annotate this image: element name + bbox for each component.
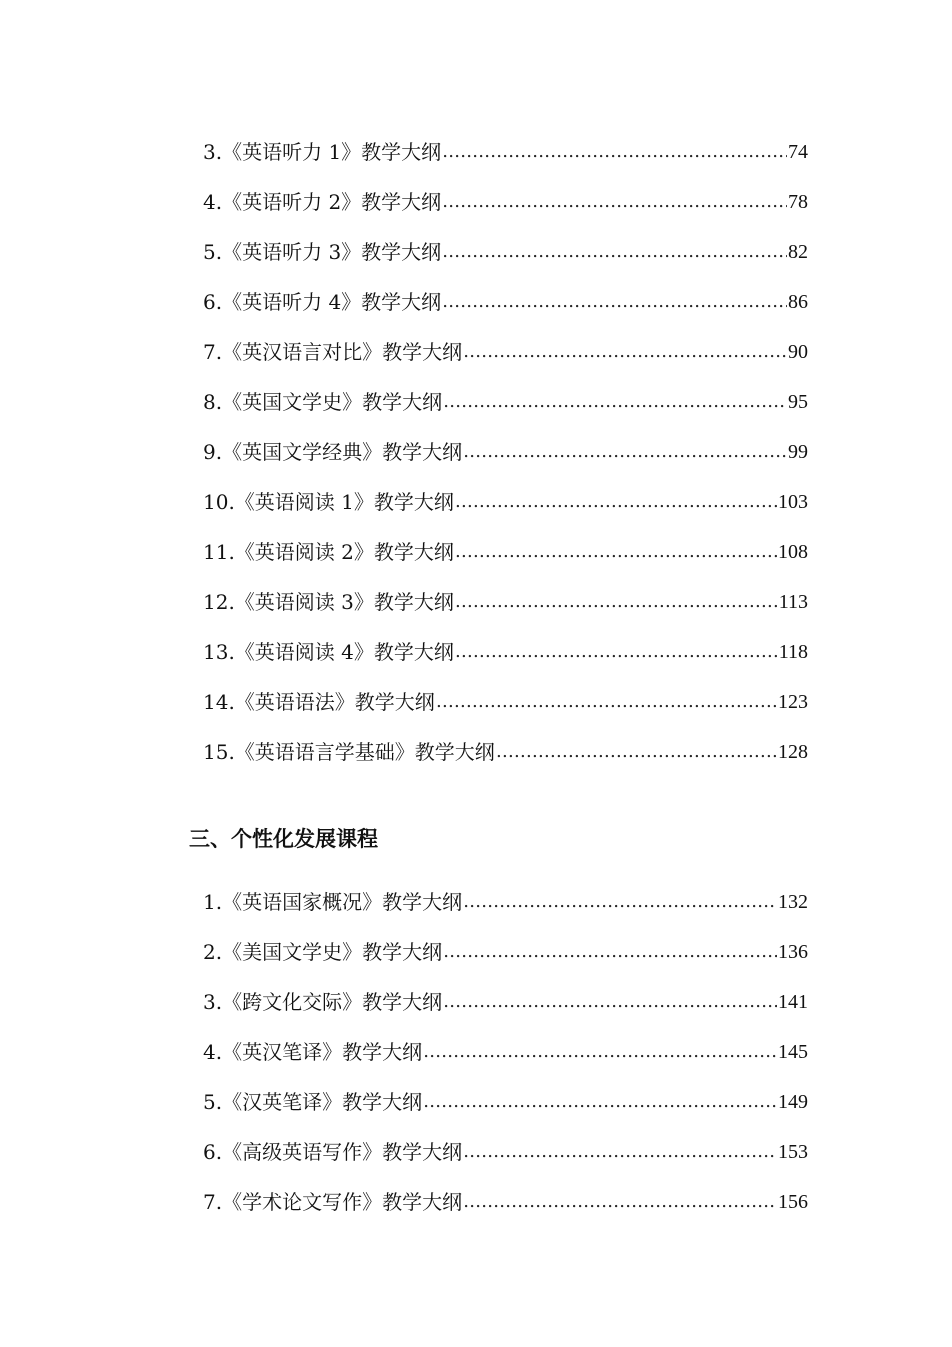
toc-entry[interactable] [203,921,808,971]
toc-entry-page: 132 [778,891,808,913]
toc-entry-title: 5.《汉英笔译》教学大纲 [203,1090,423,1114]
toc-dot-leader [423,1033,777,1071]
toc-entry[interactable] [203,321,808,371]
toc-entry-title: 4.《英语听力 2》教学大纲 [203,190,442,214]
toc-entry-page: 123 [778,691,808,713]
toc-entry-page: 99 [788,441,808,463]
toc-dot-leader [455,583,778,621]
toc-entry-page: 145 [778,1041,808,1063]
toc-dot-leader [442,283,787,321]
toc-entry[interactable] [203,671,808,721]
toc-list-continued [203,121,808,771]
toc-dot-leader [423,1083,777,1121]
toc-entry-title: 5.《英语听力 3》教学大纲 [203,240,442,264]
toc-entry-title: 7.《英汉语言对比》教学大纲 [203,340,463,364]
toc-entry-page: 156 [778,1191,808,1213]
toc-list-section-three [203,871,808,1221]
toc-entry-title: 6.《高级英语写作》教学大纲 [203,1140,463,1164]
toc-entry-title: 6.《英语听力 4》教学大纲 [203,290,442,314]
toc-dot-leader [463,333,787,371]
toc-entry[interactable] [203,1171,808,1221]
toc-entry-page: 82 [788,241,808,263]
toc-dot-leader [443,933,777,971]
toc-dot-leader [442,233,787,271]
toc-entry-page: 86 [788,291,808,313]
toc-entry-page: 113 [778,591,808,613]
toc-entry[interactable] [203,121,808,171]
toc-entry-title: 3.《英语听力 1》教学大纲 [203,140,442,164]
toc-entry[interactable] [203,871,808,921]
toc-dot-leader [455,633,778,671]
toc-entry-title: 11.《英语阅读 2》教学大纲 [203,540,454,564]
toc-dot-leader [455,483,777,521]
toc-entry-page: 141 [778,991,808,1013]
toc-entry[interactable] [203,621,808,671]
toc-entry-page: 78 [788,191,808,213]
toc-entry[interactable] [203,1071,808,1121]
toc-entry[interactable] [203,1021,808,1071]
toc-dot-leader [463,1133,777,1171]
toc-dot-leader [455,533,777,571]
toc-entry[interactable] [203,1121,808,1171]
toc-entry[interactable] [203,471,808,521]
toc-entry-page: 108 [778,541,808,563]
toc-entry-title: 3.《跨文化交际》教学大纲 [203,990,443,1014]
toc-entry[interactable] [203,371,808,421]
toc-entry-page: 95 [788,391,808,413]
toc-entry[interactable] [203,721,808,771]
toc-entry[interactable] [203,221,808,271]
toc-entry-title: 12.《英语阅读 3》教学大纲 [203,590,454,614]
toc-entry[interactable] [203,521,808,571]
toc-entry-title: 7.《学术论文写作》教学大纲 [203,1190,463,1214]
toc-entry[interactable] [203,271,808,321]
toc-entry-title: 13.《英语阅读 4》教学大纲 [203,640,454,664]
toc-dot-leader [443,983,777,1021]
toc-entry-page: 90 [788,341,808,363]
toc-entry-page: 118 [778,641,808,663]
toc-dot-leader [463,883,777,921]
toc-entry-page: 153 [778,1141,808,1163]
toc-entry-title: 4.《英汉笔译》教学大纲 [203,1040,423,1064]
toc-dot-leader [442,133,787,171]
toc-entry-title: 15.《英语语言学基础》教学大纲 [203,740,495,764]
toc-entry-title: 8.《英国文学史》教学大纲 [203,390,443,414]
toc-entry-page: 103 [778,491,808,513]
toc-entry-title: 10.《英语阅读 1》教学大纲 [203,490,454,514]
toc-entry-page: 149 [778,1091,808,1113]
toc-entry-title: 1.《英语国家概况》教学大纲 [203,890,463,914]
toc-entry[interactable] [203,421,808,471]
toc-entry[interactable] [203,171,808,221]
toc-dot-leader [463,1183,777,1221]
toc-entry-page: 136 [778,941,808,963]
toc-dot-leader [443,383,787,421]
toc-entry[interactable] [203,571,808,621]
toc-entry-page: 74 [788,141,808,163]
toc-dot-leader [436,683,777,721]
toc-entry-page: 128 [778,741,808,763]
section-heading: 三、个性化发展课程 [189,826,378,851]
toc-entry-title: 9.《英国文学经典》教学大纲 [203,440,463,464]
toc-dot-leader [442,183,787,221]
toc-entry-title: 2.《美国文学史》教学大纲 [203,940,443,964]
toc-dot-leader [496,733,777,771]
toc-dot-leader [463,433,787,471]
toc-entry-title: 14.《英语语法》教学大纲 [203,690,435,714]
toc-entry[interactable] [203,971,808,1021]
